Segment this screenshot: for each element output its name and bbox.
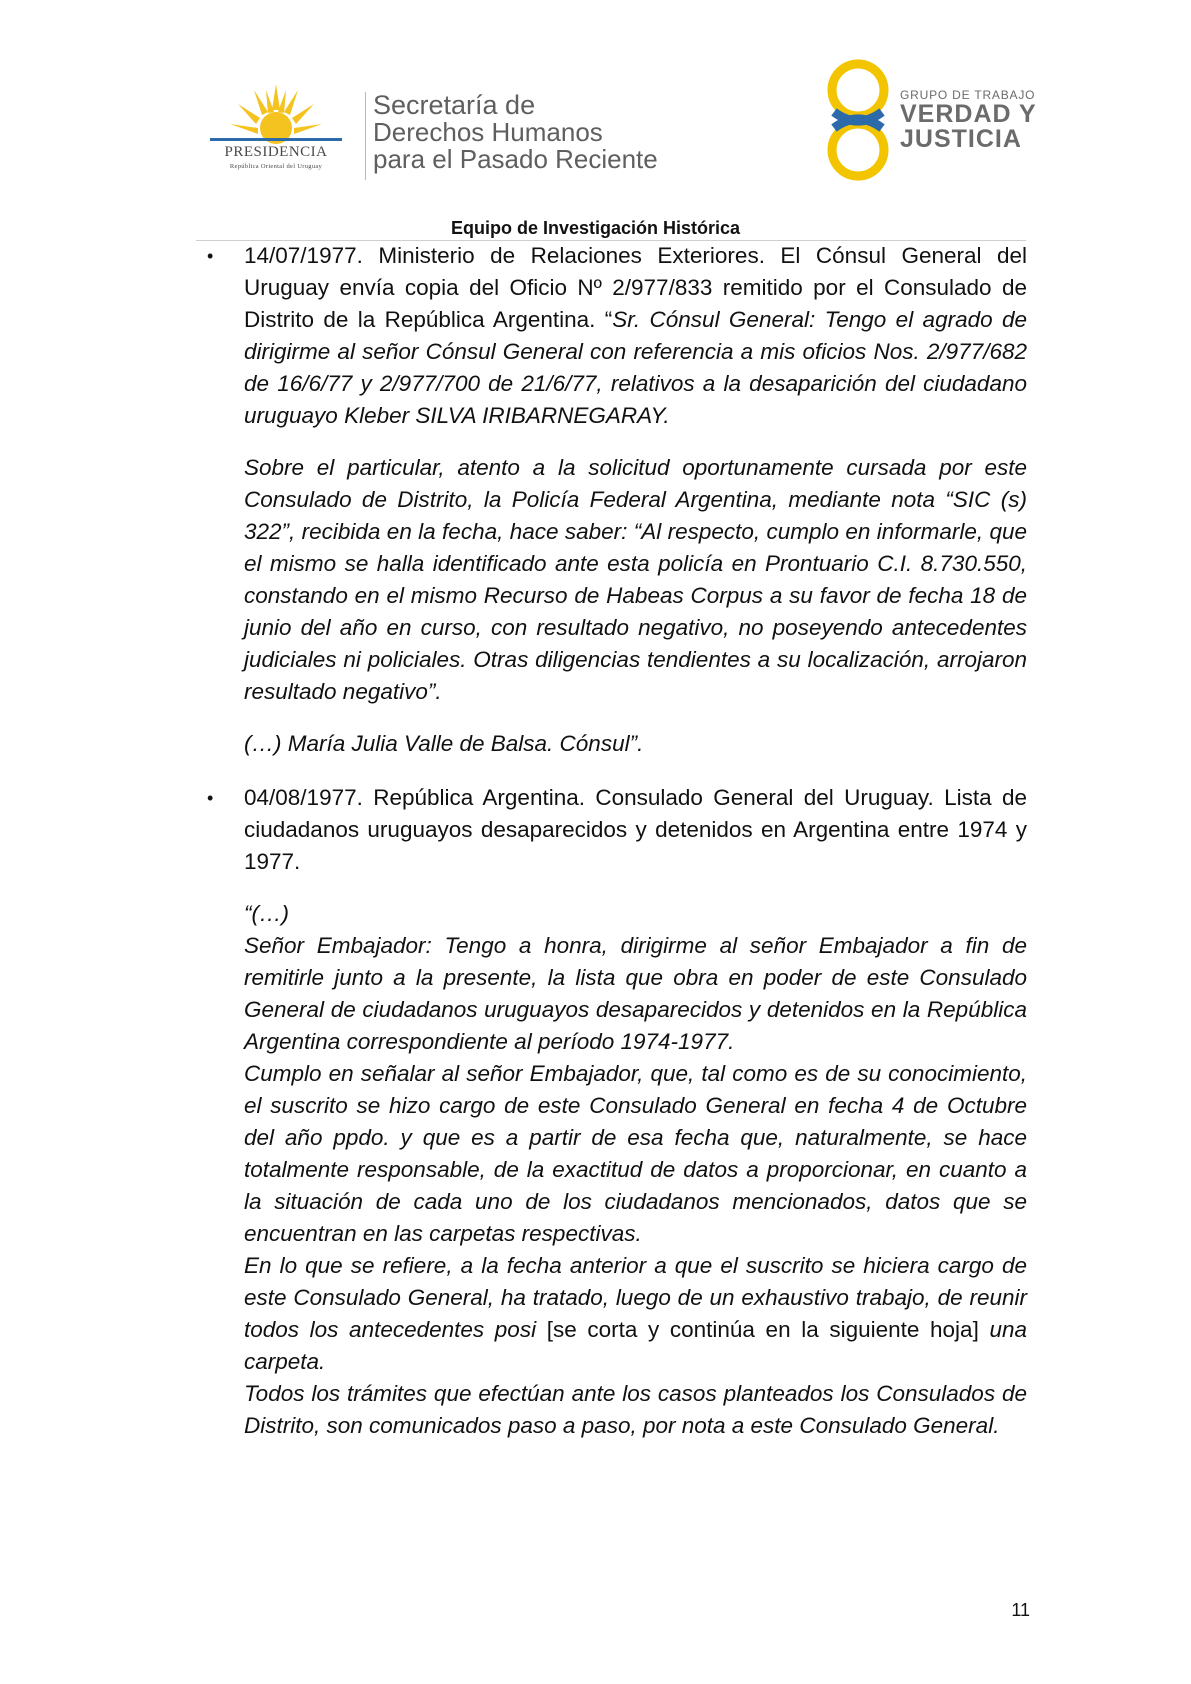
quote-text: En lo que se refiere, a la fecha anterior a que el suscrito se hiciera cargo de este Consulado General, ha tratado, luego de un exhaustivo trabajo, de reunir todos los antecedentes posi <box>244 1253 1027 1342</box>
quote-open: “(…) <box>244 901 289 926</box>
quote-paragraph: Señor Embajador: Tengo a honra, dirigirme al señor Embajador a fin de remitirle junto a la presente, la lista que obra en poder de este Consulado General de ciudadanos uruguayos desaparecidos y detenidos en la República Argentina correspondiente al período 1974-1977. <box>244 933 1027 1054</box>
bullet: • <box>207 246 214 266</box>
page-header <box>0 0 1191 240</box>
editor-note: [se corta y continúa en la siguiente hoja] <box>546 1317 979 1342</box>
entry-intro: 04/08/1977. República Argentina. Consulado General del Uruguay. Lista de ciudadanos uruguayos desaparecidos y detenidos en Argentina entre 1974 y 1977. <box>244 785 1027 874</box>
document-body <box>207 240 1027 1442</box>
quote-paragraph: Todos los trámites que efectúan ante los casos planteados los Consulados de Distrito, son comunicados paso a paso, por nota a este Consulado General. <box>244 1381 1027 1438</box>
entry-paragraph <box>244 240 1027 432</box>
grupo-line-1: GRUPO DE TRABAJO <box>900 88 1036 102</box>
secretaria-line-1: Secretaría de <box>373 90 536 120</box>
team-title: Equipo de Investigación Histórica <box>450 218 741 238</box>
verdad-justicia-wordmark <box>900 88 1037 152</box>
entry-intro: 14/07/1977. Ministerio de Relaciones Exteriores. El Cónsul General del Uruguay envía copia del Oficio Nº 2/977/833 remitido por el Consulado de Distrito de la República Argentina. “ <box>244 243 1027 332</box>
quote-paragraph <box>244 1250 1027 1378</box>
logo-divider <box>365 92 366 180</box>
presidencia-subtitle: República Oriental del Uruguay <box>229 163 323 170</box>
presidencia-name: PRESIDENCIA <box>224 144 328 160</box>
quote-signature: (…) María Julia Valle de Balsa. Cónsul”. <box>244 731 644 756</box>
quote-text: una carpeta. <box>244 1317 1027 1374</box>
quote-paragraph: Cumplo en señalar al señor Embajador, que, tal como es de su conocimiento, el suscrito se hizo cargo de este Consulado General en fecha 4 de Octubre del año ppdo. y que es a partir de esa fecha que, naturalmente, se hace totalmente responsable, de la exactitud de datos a proporcionar, en cuanto a la situación de cada uno de los ciudadanos mencionados, datos que se encuentran en las carpetas respectivas. <box>244 1061 1027 1246</box>
grupo-line-3: JUSTICIA <box>900 125 1022 153</box>
bullet: • <box>207 788 214 808</box>
entry-quote: Sr. Cónsul General: Tengo el agrado de dirigirme al señor Cónsul General con referencia a mis oficios Nos. 2/977/682 de 16/6/77 y 2/977/700 de 21/6/77, relativos a la desaparición del ciudadano uruguayo Kleber SILVA IRIBARNEGARAY. <box>244 307 1028 428</box>
secretaria-line-3: para el Pasado Reciente <box>373 144 658 174</box>
entry-1977-07-14 <box>207 240 1027 760</box>
presidencia-wordmark <box>198 144 354 170</box>
page-number: 11 <box>1011 1600 1030 1620</box>
grupo-line-2: VERDAD Y <box>900 100 1037 128</box>
secretaria-wordmark <box>373 92 658 173</box>
quote-paragraph: Sobre el particular, atento a la solicitud oportunamente cursada por este Consulado de Distrito, la Policía Federal Argentina, mediante nota “SIC (s) 322”, recibida en la fecha, hace saber: “Al respecto, cumplo en informarle, que el mismo se halla identificado ante esta policía en Prontuario C.I. 8.730.550, constando en el mismo Recurso de Habeas Corpus a su favor de fecha 18 de junio del año en curso, con resultado negativo, no poseyendo antecedentes judiciales ni policiales. Otras diligencias tendientes a su localización, arrojaron resultado negativo”. <box>244 455 1027 704</box>
entry-1977-08-04 <box>207 782 1027 1442</box>
secretaria-line-2: Derechos Humanos <box>373 117 603 147</box>
verdad-justicia-rings-logo-icon <box>818 56 898 184</box>
